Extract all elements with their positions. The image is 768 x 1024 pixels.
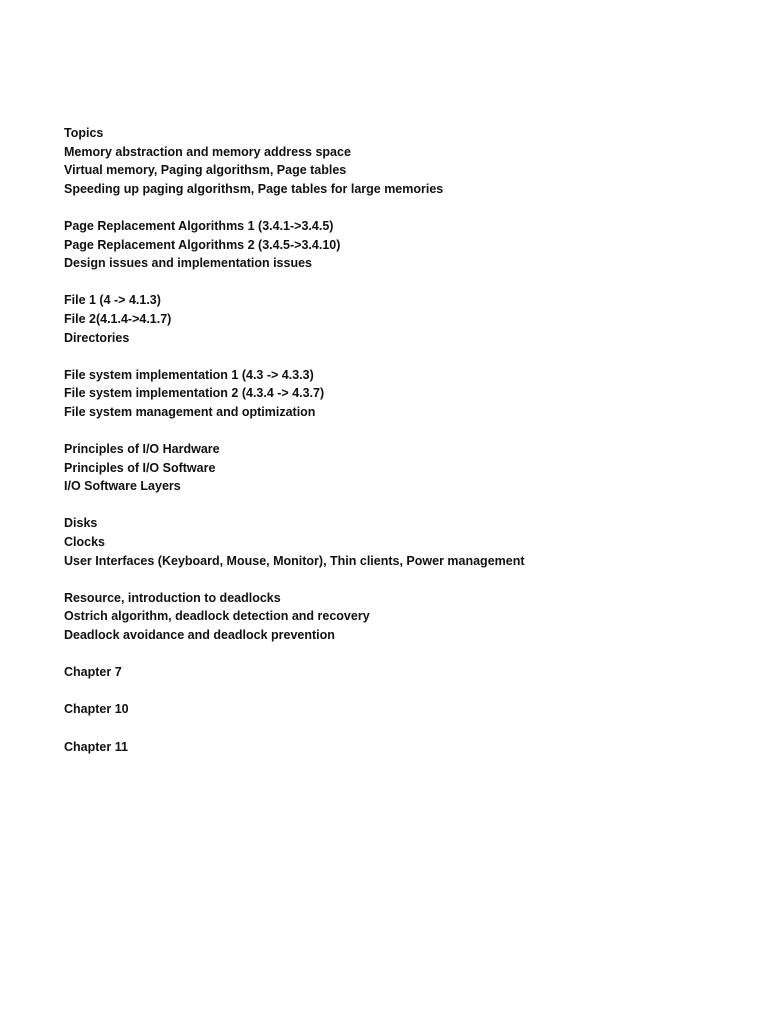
text-line: Disks [64,516,98,531]
blank-line [64,422,744,441]
text-line: File system management and optimization [64,404,316,419]
topics-text-block [64,124,744,756]
text-line: Page Replacement Algorithms 1 (3.4.1->3.4.5) [64,218,334,233]
text-line: Speeding up paging algorithsm, Page tables for large memories [64,181,444,196]
text-line: Principles of I/O Software [64,460,216,475]
text-line: Virtual memory, Paging algorithsm, Page tables [64,163,347,178]
text-line: Directories [64,330,130,345]
text-line: Ostrich algorithm, deadlock detection and recovery [64,609,370,624]
text-line: Memory abstraction and memory address space [64,144,351,159]
text-line: Resource, introduction to deadlocks [64,590,281,605]
text-line: Topics [64,126,104,140]
text-line: Page Replacement Algorithms 2 (3.4.5->3.4.10) [64,237,341,252]
blank-line [64,645,744,664]
text-line: Chapter 11 [64,739,128,754]
text-line: File system implementation 1 (4.3 -> 4.3.3) [64,367,314,382]
text-line: File 1 (4 -> 4.1.3) [64,293,161,308]
text-line: Clocks [64,535,105,550]
text-line: I/O Software Layers [64,479,181,494]
blank-line [64,347,744,366]
blank-line [64,570,744,589]
text-line: Deadlock avoidance and deadlock prevention [64,628,335,643]
blank-line [64,273,744,292]
blank-line [64,719,744,738]
text-line: File 2(4.1.4->4.1.7) [64,311,172,326]
blank-line [64,198,744,217]
text-line: User Interfaces (Keyboard, Mouse, Monitor), Thin clients, Power management [64,553,525,568]
text-line: File system implementation 2 (4.3.4 -> 4.3.7) [64,386,325,401]
text-line: Design issues and implementation issues [64,256,312,271]
blank-line [64,496,744,515]
text-line: Chapter 7 [64,665,122,680]
text-line: Chapter 10 [64,702,129,717]
blank-line [64,682,744,701]
text-line: Principles of I/O Hardware [64,442,220,457]
